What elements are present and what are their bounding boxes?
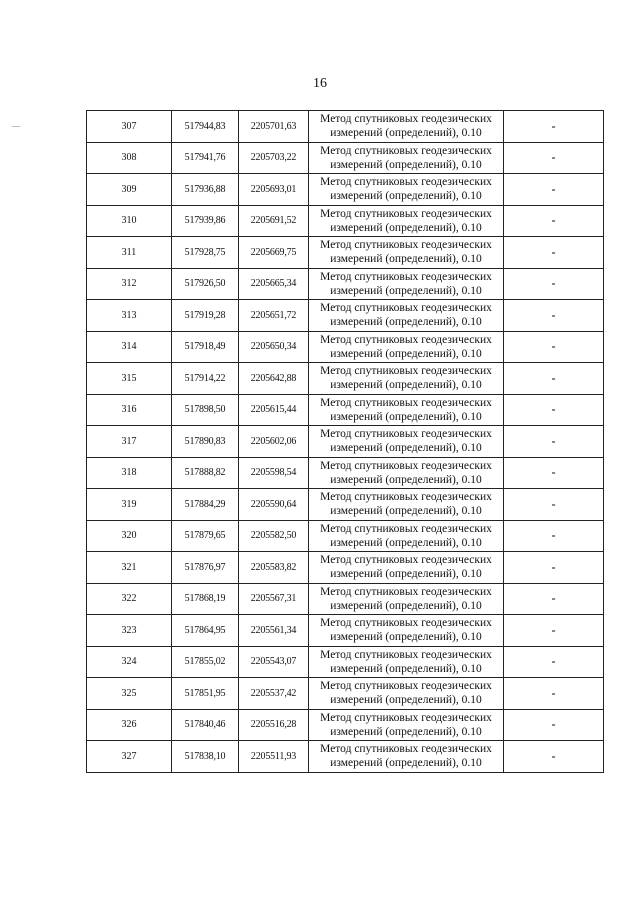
- y-coordinate-cell: 2205669,75: [239, 237, 309, 269]
- x-coordinate-cell: 517838,10: [172, 741, 239, 773]
- point-number-cell: 315: [87, 363, 172, 395]
- y-coordinate-cell: 2205650,34: [239, 331, 309, 363]
- point-number-cell: 320: [87, 520, 172, 552]
- y-coordinate-cell: 2205691,52: [239, 205, 309, 237]
- point-number-cell: 319: [87, 489, 172, 521]
- method-text-line: измерений (определений), 0.10: [330, 473, 482, 486]
- method-cell: [309, 520, 504, 552]
- method-text-line: измерений (определений), 0.10: [330, 725, 482, 738]
- table-row: [87, 111, 604, 143]
- method-cell: [309, 237, 504, 269]
- dash-cell: -: [504, 142, 604, 174]
- method-cell: [309, 363, 504, 395]
- method-cell: [309, 709, 504, 741]
- table-row: [87, 552, 604, 584]
- method-text-line: Метод спутниковых геодезических: [320, 648, 492, 661]
- point-number-cell: 313: [87, 300, 172, 332]
- method-text-line: Метод спутниковых геодезических: [320, 365, 492, 378]
- table-row: [87, 489, 604, 521]
- x-coordinate-cell: 517918,49: [172, 331, 239, 363]
- point-number-cell: 326: [87, 709, 172, 741]
- table-row: [87, 237, 604, 269]
- point-number-cell: 317: [87, 426, 172, 458]
- method-text-line: Метод спутниковых геодезических: [320, 239, 492, 252]
- x-coordinate-cell: 517888,82: [172, 457, 239, 489]
- method-text-line: измерений (определений), 0.10: [330, 694, 482, 707]
- x-coordinate-cell: 517876,97: [172, 552, 239, 584]
- point-number-cell: 307: [87, 111, 172, 143]
- table-row: [87, 583, 604, 615]
- table-row: [87, 646, 604, 678]
- x-coordinate-cell: 517868,19: [172, 583, 239, 615]
- margin-mark: [12, 126, 20, 127]
- method-text-line: Метод спутниковых геодезических: [320, 459, 492, 472]
- x-coordinate-cell: 517884,29: [172, 489, 239, 521]
- y-coordinate-cell: 2205561,34: [239, 615, 309, 647]
- point-number-cell: 309: [87, 174, 172, 206]
- x-coordinate-cell: 517914,22: [172, 363, 239, 395]
- dash-cell: -: [504, 111, 604, 143]
- coordinates-table: [86, 110, 604, 773]
- dash-cell: -: [504, 709, 604, 741]
- dash-cell: -: [504, 615, 604, 647]
- table-row: [87, 174, 604, 206]
- table-row: [87, 709, 604, 741]
- y-coordinate-cell: 2205615,44: [239, 394, 309, 426]
- method-text-line: Метод спутниковых геодезических: [320, 207, 492, 220]
- method-cell: [309, 300, 504, 332]
- y-coordinate-cell: 2205693,01: [239, 174, 309, 206]
- y-coordinate-cell: 2205516,28: [239, 709, 309, 741]
- method-text-line: Метод спутниковых геодезических: [320, 554, 492, 567]
- dash-cell: -: [504, 426, 604, 458]
- dash-cell: -: [504, 268, 604, 300]
- method-text-line: Метод спутниковых геодезических: [320, 522, 492, 535]
- table-row: [87, 678, 604, 710]
- method-text-line: Метод спутниковых геодезических: [320, 144, 492, 157]
- method-cell: [309, 615, 504, 647]
- method-text-line: Метод спутниковых геодезических: [320, 711, 492, 724]
- dash-cell: -: [504, 363, 604, 395]
- page-number: 16: [313, 76, 327, 91]
- x-coordinate-cell: 517928,75: [172, 237, 239, 269]
- dash-cell: -: [504, 520, 604, 552]
- dash-cell: -: [504, 741, 604, 773]
- method-text-line: измерений (определений), 0.10: [330, 599, 482, 612]
- method-text-line: Метод спутниковых геодезических: [320, 491, 492, 504]
- method-text-line: измерений (определений), 0.10: [330, 379, 482, 392]
- method-cell: [309, 552, 504, 584]
- point-number-cell: 314: [87, 331, 172, 363]
- table-row: [87, 615, 604, 647]
- x-coordinate-cell: 517941,76: [172, 142, 239, 174]
- method-text-line: измерений (определений), 0.10: [330, 190, 482, 203]
- dash-cell: -: [504, 300, 604, 332]
- y-coordinate-cell: 2205598,54: [239, 457, 309, 489]
- dash-cell: -: [504, 489, 604, 521]
- table-row: [87, 142, 604, 174]
- method-text-line: измерений (определений), 0.10: [330, 536, 482, 549]
- y-coordinate-cell: 2205583,82: [239, 552, 309, 584]
- method-text-line: Метод спутниковых геодезических: [320, 680, 492, 693]
- point-number-cell: 321: [87, 552, 172, 584]
- point-number-cell: 327: [87, 741, 172, 773]
- y-coordinate-cell: 2205703,22: [239, 142, 309, 174]
- method-cell: [309, 741, 504, 773]
- method-text-line: измерений (определений), 0.10: [330, 253, 482, 266]
- point-number-cell: 318: [87, 457, 172, 489]
- method-text-line: измерений (определений), 0.10: [330, 127, 482, 140]
- method-text-line: измерений (определений), 0.10: [330, 757, 482, 770]
- x-coordinate-cell: 517944,83: [172, 111, 239, 143]
- method-text-line: измерений (определений), 0.10: [330, 221, 482, 234]
- table-row: [87, 268, 604, 300]
- point-number-cell: 325: [87, 678, 172, 710]
- y-coordinate-cell: 2205582,50: [239, 520, 309, 552]
- point-number-cell: 311: [87, 237, 172, 269]
- method-cell: [309, 583, 504, 615]
- method-text-line: Метод спутниковых геодезических: [320, 113, 492, 126]
- method-text-line: измерений (определений), 0.10: [330, 662, 482, 675]
- x-coordinate-cell: 517855,02: [172, 646, 239, 678]
- method-cell: [309, 268, 504, 300]
- method-text-line: измерений (определений), 0.10: [330, 284, 482, 297]
- point-number-cell: 323: [87, 615, 172, 647]
- method-text-line: измерений (определений), 0.10: [330, 347, 482, 360]
- method-cell: [309, 142, 504, 174]
- method-text-line: измерений (определений), 0.10: [330, 568, 482, 581]
- x-coordinate-cell: 517919,28: [172, 300, 239, 332]
- y-coordinate-cell: 2205590,64: [239, 489, 309, 521]
- x-coordinate-cell: 517840,46: [172, 709, 239, 741]
- x-coordinate-cell: 517898,50: [172, 394, 239, 426]
- y-coordinate-cell: 2205642,88: [239, 363, 309, 395]
- table-row: [87, 331, 604, 363]
- dash-cell: -: [504, 678, 604, 710]
- method-cell: [309, 678, 504, 710]
- method-cell: [309, 426, 504, 458]
- method-cell: [309, 205, 504, 237]
- method-text-line: Метод спутниковых геодезических: [320, 270, 492, 283]
- method-text-line: измерений (определений), 0.10: [330, 158, 482, 171]
- method-text-line: Метод спутниковых геодезических: [320, 302, 492, 315]
- x-coordinate-cell: 517936,88: [172, 174, 239, 206]
- point-number-cell: 310: [87, 205, 172, 237]
- dash-cell: -: [504, 646, 604, 678]
- method-cell: [309, 394, 504, 426]
- method-cell: [309, 457, 504, 489]
- dash-cell: -: [504, 394, 604, 426]
- table-row: [87, 457, 604, 489]
- method-cell: [309, 489, 504, 521]
- y-coordinate-cell: 2205701,63: [239, 111, 309, 143]
- point-number-cell: 312: [87, 268, 172, 300]
- method-text-line: Метод спутниковых геодезических: [320, 428, 492, 441]
- method-text-line: Метод спутниковых геодезических: [320, 743, 492, 756]
- y-coordinate-cell: 2205511,93: [239, 741, 309, 773]
- dash-cell: -: [504, 552, 604, 584]
- table-row: [87, 300, 604, 332]
- dash-cell: -: [504, 457, 604, 489]
- method-cell: [309, 646, 504, 678]
- table-row: [87, 426, 604, 458]
- y-coordinate-cell: 2205537,42: [239, 678, 309, 710]
- x-coordinate-cell: 517864,95: [172, 615, 239, 647]
- method-text-line: измерений (определений), 0.10: [330, 442, 482, 455]
- table-row: [87, 520, 604, 552]
- x-coordinate-cell: 517926,50: [172, 268, 239, 300]
- y-coordinate-cell: 2205543,07: [239, 646, 309, 678]
- point-number-cell: 322: [87, 583, 172, 615]
- method-text-line: измерений (определений), 0.10: [330, 505, 482, 518]
- method-cell: [309, 331, 504, 363]
- coordinates-table-body: [87, 111, 604, 773]
- point-number-cell: 308: [87, 142, 172, 174]
- dash-cell: -: [504, 331, 604, 363]
- method-text-line: Метод спутниковых геодезических: [320, 617, 492, 630]
- y-coordinate-cell: 2205665,34: [239, 268, 309, 300]
- x-coordinate-cell: 517939,86: [172, 205, 239, 237]
- method-text-line: измерений (определений), 0.10: [330, 631, 482, 644]
- table-row: [87, 205, 604, 237]
- dash-cell: -: [504, 583, 604, 615]
- point-number-cell: 324: [87, 646, 172, 678]
- x-coordinate-cell: 517890,83: [172, 426, 239, 458]
- y-coordinate-cell: 2205567,31: [239, 583, 309, 615]
- x-coordinate-cell: 517851,95: [172, 678, 239, 710]
- table-row: [87, 363, 604, 395]
- table-row: [87, 394, 604, 426]
- x-coordinate-cell: 517879,65: [172, 520, 239, 552]
- method-text-line: Метод спутниковых геодезических: [320, 585, 492, 598]
- y-coordinate-cell: 2205651,72: [239, 300, 309, 332]
- table-row: [87, 741, 604, 773]
- dash-cell: -: [504, 205, 604, 237]
- y-coordinate-cell: 2205602,06: [239, 426, 309, 458]
- method-text-line: Метод спутниковых геодезических: [320, 176, 492, 189]
- dash-cell: -: [504, 174, 604, 206]
- method-text-line: Метод спутниковых геодезических: [320, 396, 492, 409]
- method-cell: [309, 111, 504, 143]
- point-number-cell: 316: [87, 394, 172, 426]
- method-text-line: измерений (определений), 0.10: [330, 410, 482, 423]
- method-text-line: измерений (определений), 0.10: [330, 316, 482, 329]
- method-cell: [309, 174, 504, 206]
- dash-cell: -: [504, 237, 604, 269]
- method-text-line: Метод спутниковых геодезических: [320, 333, 492, 346]
